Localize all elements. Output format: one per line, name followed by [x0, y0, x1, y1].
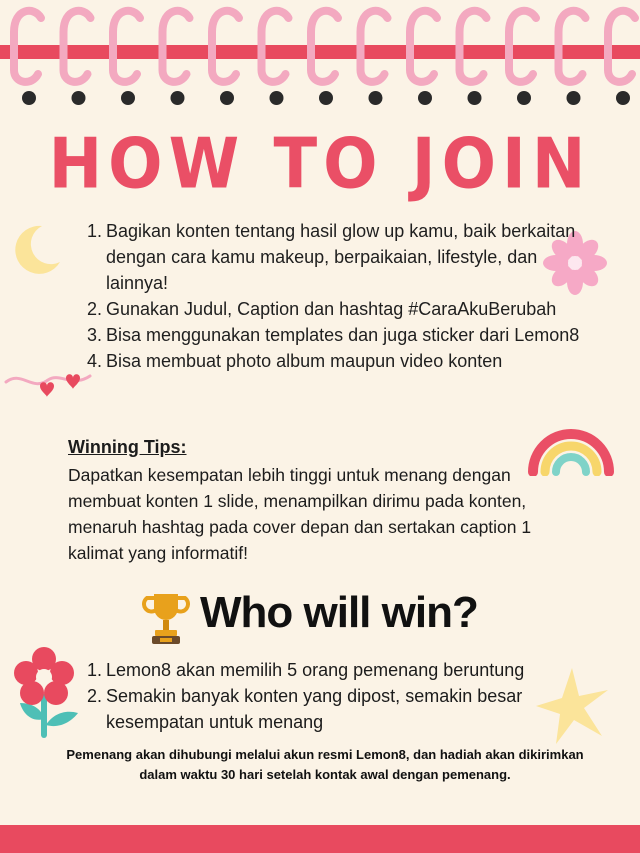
- trophy-icon: [142, 588, 190, 648]
- binder-hole: [171, 91, 185, 105]
- binder-rings-decoration: [0, 0, 640, 115]
- binder-hole: [220, 91, 234, 105]
- binder-hole: [22, 91, 36, 105]
- binder-hole: [319, 91, 333, 105]
- binder-hole: [270, 91, 284, 105]
- binder-hole: [616, 91, 630, 105]
- footnote: Pemenang akan dihubungi melalui akun resmi Lemon8, dan hadiah akan dikirimkan dalam waktu 30 hari setelah kontak awal dengan pemenang.: [66, 747, 584, 782]
- binder-hole: [517, 91, 531, 105]
- binder-hole: [369, 91, 383, 105]
- list-item: 2. Semakin banyak konten yang dipost, semakin besar kesempatan untuk menang: [86, 686, 523, 732]
- binder-hole: [468, 91, 482, 105]
- list-item: 2. Gunakan Judul, Caption dan hashtag #CaraAkuBerubah: [86, 299, 557, 319]
- page-title: HOW TO JOIN: [48, 125, 592, 205]
- tips-heading: Winning Tips:: [68, 437, 187, 457]
- moon-icon: [12, 222, 64, 278]
- list-item: 3. Bisa menggunakan templates dan juga sticker dari Lemon8: [86, 325, 580, 345]
- list-item: 1. Bagikan konten tentang hasil glow up kamu, baik berkaitan dengan cara kamu makeup, berpaikaian, lifestyle, dan lainnya!: [86, 221, 576, 293]
- win-heading: Who will win?: [200, 588, 478, 637]
- bottom-bar: [0, 825, 640, 853]
- binder-hole: [72, 91, 86, 105]
- list-item: 1. Lemon8 akan memilih 5 orang pemenang beruntung: [86, 660, 525, 680]
- win-criteria-list: [72, 657, 572, 735]
- join-steps-list: [72, 218, 602, 374]
- list-item: 4. Bisa membuat photo album maupun video konten: [86, 351, 503, 371]
- binder-hole: [567, 91, 581, 105]
- binder-hole: [121, 91, 135, 105]
- binder-hole: [418, 91, 432, 105]
- tips-body: Dapatkan kesempatan lebih tinggi untuk menang dengan membuat konten 1 slide, menampilkan dirimu pada konten, menaruh hashtag pada cover depan dan sertakan caption 1 kalimat yang informatif!: [68, 465, 532, 563]
